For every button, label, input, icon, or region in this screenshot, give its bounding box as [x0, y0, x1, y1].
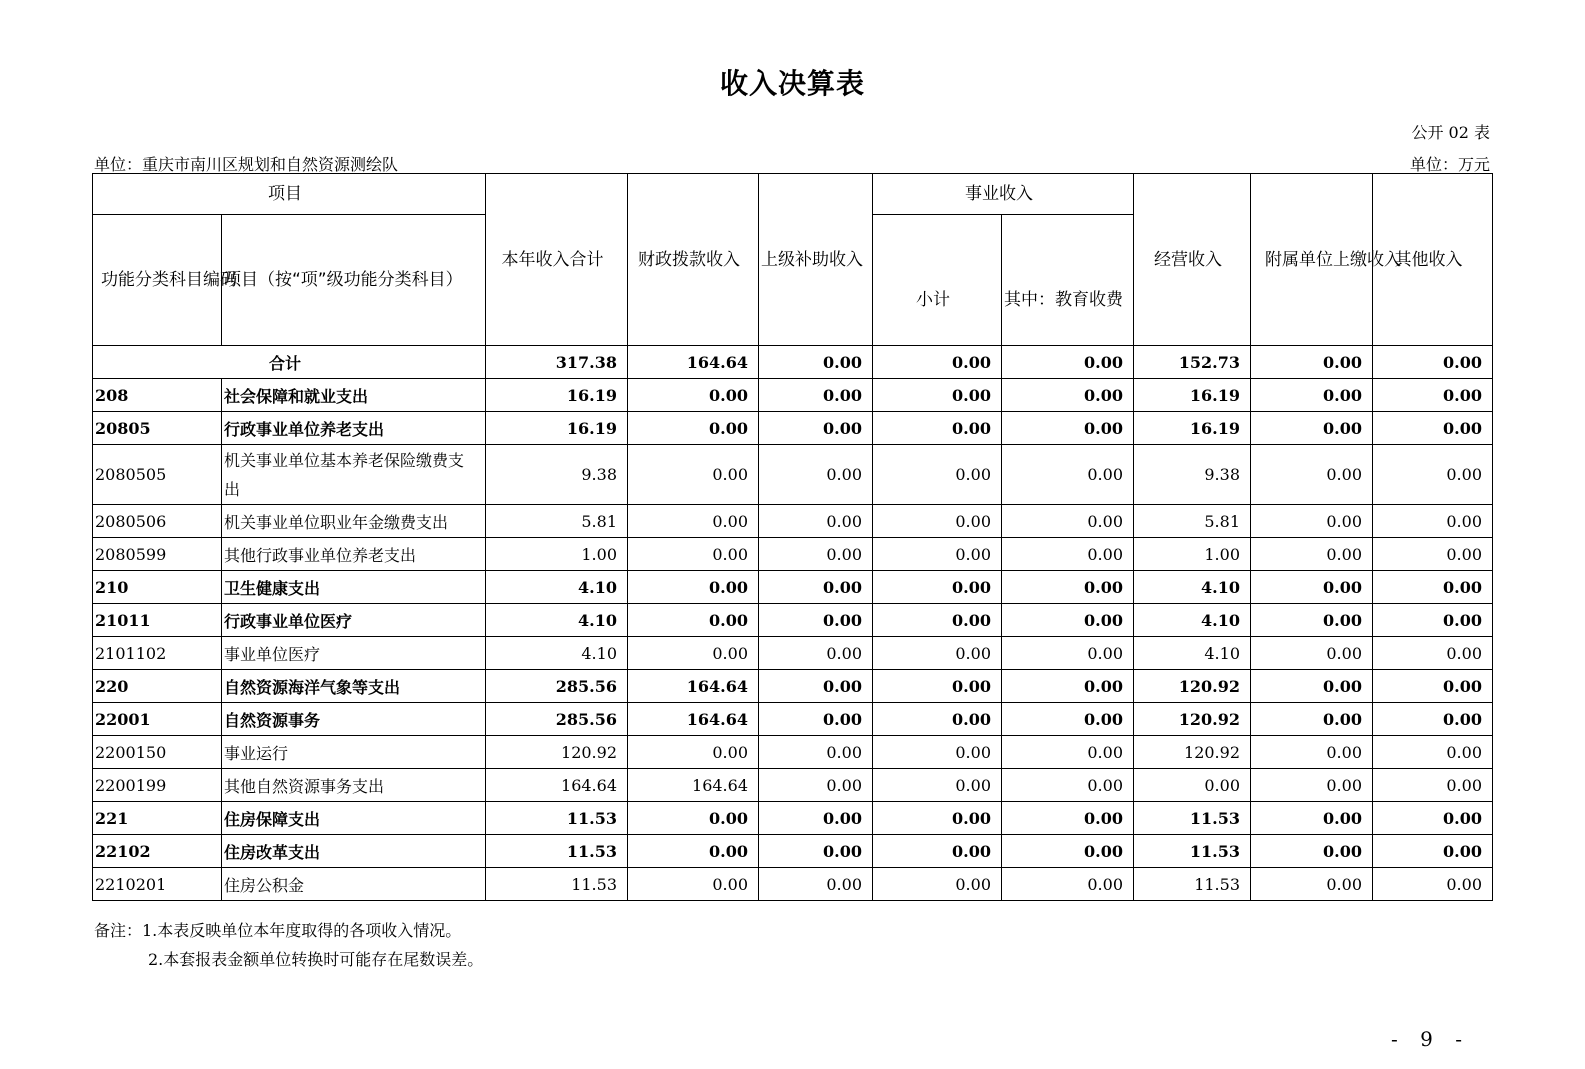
- row-name: 事业运行: [222, 736, 486, 769]
- notes: [94, 916, 483, 974]
- row-value: 0.00: [759, 802, 873, 835]
- row-value: 0.00: [628, 736, 759, 769]
- note-line-2: 2.本套报表金额单位转换时可能存在尾数误差。: [148, 950, 484, 969]
- row-value: 0.00: [1251, 379, 1373, 412]
- row-value: 5.81: [486, 505, 628, 538]
- row-value: 0.00: [628, 538, 759, 571]
- row-value: 0.00: [759, 835, 873, 868]
- total-label: 合计: [93, 346, 486, 379]
- row-value: 0.00: [759, 379, 873, 412]
- row-value: 0.00: [628, 505, 759, 538]
- table-row: [93, 379, 1493, 412]
- row-value: 4.10: [1134, 571, 1251, 604]
- total-value: 317.38: [486, 346, 628, 379]
- row-name: 事业单位医疗: [222, 637, 486, 670]
- row-value: 0.00: [1002, 538, 1134, 571]
- row-value: 16.19: [1134, 379, 1251, 412]
- row-value: 0.00: [759, 412, 873, 445]
- row-value: 0.00: [759, 538, 873, 571]
- row-name: 行政事业单位医疗: [222, 604, 486, 637]
- row-value: 0.00: [873, 571, 1002, 604]
- row-value: 0.00: [628, 868, 759, 901]
- row-value: 0.00: [873, 868, 1002, 901]
- row-value: 0.00: [1002, 868, 1134, 901]
- form-number: 公开 02 表: [1411, 123, 1490, 142]
- row-value: 0.00: [1251, 412, 1373, 445]
- header-affiliated: 附属单位上缴收入: [1251, 174, 1373, 346]
- row-value: 4.10: [486, 604, 628, 637]
- reporting-unit: 单位：重庆市南川区规划和自然资源测绘队: [94, 155, 399, 174]
- header-operating: 经营收入: [1134, 174, 1251, 346]
- row-value: 5.81: [1134, 505, 1251, 538]
- row-value: 0.00: [1373, 802, 1493, 835]
- row-value: 0.00: [759, 670, 873, 703]
- row-value: 0.00: [759, 868, 873, 901]
- row-name: 自然资源海洋气象等支出: [222, 670, 486, 703]
- page-title: 收入决算表: [719, 67, 865, 100]
- row-value: 16.19: [1134, 412, 1251, 445]
- table-row: [93, 835, 1493, 868]
- currency-unit: 单位：万元: [1409, 155, 1490, 174]
- row-value: 164.64: [486, 769, 628, 802]
- row-value: 11.53: [1134, 802, 1251, 835]
- row-value: 1.00: [1134, 538, 1251, 571]
- table-row: [93, 538, 1493, 571]
- row-value: 164.64: [628, 703, 759, 736]
- total-row: [93, 346, 1493, 379]
- table-row: [93, 868, 1493, 901]
- row-value: 0.00: [1373, 412, 1493, 445]
- table-row: [93, 802, 1493, 835]
- row-code: 2080506: [93, 505, 222, 538]
- row-value: 0.00: [873, 445, 1002, 505]
- table-row: [93, 670, 1493, 703]
- row-name: 自然资源事务: [222, 703, 486, 736]
- row-value: 0.00: [873, 412, 1002, 445]
- row-value: 0.00: [873, 802, 1002, 835]
- row-value: 0.00: [1251, 802, 1373, 835]
- row-value: 1.00: [486, 538, 628, 571]
- row-value: 0.00: [1251, 637, 1373, 670]
- row-name: 机关事业单位基本养老保险缴费支出: [222, 445, 486, 505]
- row-value: 0.00: [1002, 736, 1134, 769]
- row-value: 0.00: [873, 769, 1002, 802]
- row-value: 4.10: [486, 637, 628, 670]
- row-name: 住房改革支出: [222, 835, 486, 868]
- header-row-1: [93, 174, 1493, 215]
- row-code: 22102: [93, 835, 222, 868]
- row-name: 其他行政事业单位养老支出: [222, 538, 486, 571]
- row-value: 4.10: [1134, 637, 1251, 670]
- row-value: 16.19: [486, 379, 628, 412]
- row-value: 0.00: [759, 703, 873, 736]
- total-value: 0.00: [1251, 346, 1373, 379]
- page-number: - 9 -: [1391, 1027, 1470, 1051]
- row-value: 0.00: [628, 637, 759, 670]
- row-code: 221: [93, 802, 222, 835]
- row-value: 0.00: [1002, 637, 1134, 670]
- row-value: 0.00: [1373, 379, 1493, 412]
- row-value: 0.00: [1251, 604, 1373, 637]
- row-value: 0.00: [1251, 703, 1373, 736]
- row-value: 0.00: [628, 802, 759, 835]
- row-value: 0.00: [1002, 802, 1134, 835]
- row-code: 2080599: [93, 538, 222, 571]
- row-name: 住房公积金: [222, 868, 486, 901]
- row-value: 0.00: [873, 637, 1002, 670]
- row-value: 0.00: [873, 379, 1002, 412]
- row-value: 120.92: [486, 736, 628, 769]
- row-code: 2080505: [93, 445, 222, 505]
- row-code: 2200199: [93, 769, 222, 802]
- row-value: 0.00: [1002, 412, 1134, 445]
- row-value: 0.00: [1002, 445, 1134, 505]
- row-name: 其他自然资源事务支出: [222, 769, 486, 802]
- row-value: 9.38: [486, 445, 628, 505]
- row-value: 11.53: [486, 835, 628, 868]
- row-value: 0.00: [1373, 505, 1493, 538]
- row-value: 0.00: [1373, 703, 1493, 736]
- row-value: 0.00: [1251, 835, 1373, 868]
- row-name: 行政事业单位养老支出: [222, 412, 486, 445]
- row-value: 0.00: [1251, 571, 1373, 604]
- row-value: 0.00: [1373, 868, 1493, 901]
- row-value: 4.10: [1134, 604, 1251, 637]
- row-value: 0.00: [759, 637, 873, 670]
- table-row: [93, 412, 1493, 445]
- row-value: 164.64: [628, 769, 759, 802]
- row-value: 120.92: [1134, 703, 1251, 736]
- header-total-income: 本年收入合计: [486, 174, 628, 346]
- header-project: 项目: [93, 174, 486, 215]
- row-value: 0.00: [1134, 769, 1251, 802]
- row-value: 0.00: [628, 445, 759, 505]
- row-code: 208: [93, 379, 222, 412]
- table-row: [93, 505, 1493, 538]
- row-value: 0.00: [759, 571, 873, 604]
- row-name: 住房保障支出: [222, 802, 486, 835]
- row-value: 0.00: [873, 604, 1002, 637]
- row-value: 0.00: [628, 835, 759, 868]
- row-value: 0.00: [1373, 736, 1493, 769]
- total-value: 164.64: [628, 346, 759, 379]
- row-value: 0.00: [1251, 538, 1373, 571]
- row-name: 机关事业单位职业年金缴费支出: [222, 505, 486, 538]
- row-value: 0.00: [873, 736, 1002, 769]
- row-value: 0.00: [1373, 769, 1493, 802]
- row-code: 210: [93, 571, 222, 604]
- row-value: 285.56: [486, 703, 628, 736]
- row-value: 0.00: [1373, 538, 1493, 571]
- row-code: 220: [93, 670, 222, 703]
- row-value: 0.00: [759, 736, 873, 769]
- row-value: 11.53: [486, 868, 628, 901]
- row-value: 0.00: [1251, 445, 1373, 505]
- row-name: 社会保障和就业支出: [222, 379, 486, 412]
- row-value: 285.56: [486, 670, 628, 703]
- row-value: 16.19: [486, 412, 628, 445]
- table-row: [93, 571, 1493, 604]
- row-value: 0.00: [1373, 445, 1493, 505]
- total-value: 0.00: [1002, 346, 1134, 379]
- row-value: 0.00: [873, 670, 1002, 703]
- row-value: 0.00: [628, 571, 759, 604]
- row-value: 0.00: [628, 604, 759, 637]
- header-func-name: 项目（按“项”级功能分类科目）: [222, 215, 486, 346]
- table-row: [93, 703, 1493, 736]
- row-name: 卫生健康支出: [222, 571, 486, 604]
- row-value: 120.92: [1134, 670, 1251, 703]
- row-value: 0.00: [759, 604, 873, 637]
- total-value: 0.00: [1373, 346, 1493, 379]
- row-value: 0.00: [1373, 670, 1493, 703]
- row-value: 11.53: [1134, 835, 1251, 868]
- row-value: 0.00: [1002, 571, 1134, 604]
- row-value: 4.10: [486, 571, 628, 604]
- row-value: 0.00: [1251, 736, 1373, 769]
- row-value: 0.00: [1002, 379, 1134, 412]
- total-value: 0.00: [759, 346, 873, 379]
- row-value: 0.00: [1002, 703, 1134, 736]
- row-code: 2200150: [93, 736, 222, 769]
- row-value: 0.00: [1373, 604, 1493, 637]
- total-value: 152.73: [1134, 346, 1251, 379]
- row-value: 0.00: [759, 769, 873, 802]
- header-subtotal: 小计: [873, 215, 1002, 346]
- row-value: 0.00: [1251, 670, 1373, 703]
- row-value: 0.00: [1373, 835, 1493, 868]
- table-row: [93, 769, 1493, 802]
- row-value: 0.00: [873, 538, 1002, 571]
- header-fiscal: 财政拨款收入: [628, 174, 759, 346]
- row-value: 0.00: [1002, 604, 1134, 637]
- row-value: 0.00: [1373, 637, 1493, 670]
- row-value: 0.00: [759, 445, 873, 505]
- row-value: 120.92: [1134, 736, 1251, 769]
- row-value: 0.00: [1002, 505, 1134, 538]
- row-value: 0.00: [873, 703, 1002, 736]
- header-education-fee: 其中：教育收费: [1002, 215, 1134, 346]
- row-value: 0.00: [628, 412, 759, 445]
- table-row: [93, 445, 1493, 505]
- total-value: 0.00: [873, 346, 1002, 379]
- row-value: 0.00: [1251, 868, 1373, 901]
- table-row: [93, 637, 1493, 670]
- table-row: [93, 736, 1493, 769]
- row-code: 2101102: [93, 637, 222, 670]
- header-other: 其他收入: [1373, 174, 1493, 346]
- table-row: [93, 604, 1493, 637]
- row-value: 0.00: [1002, 670, 1134, 703]
- row-value: 9.38: [1134, 445, 1251, 505]
- note-line-1: 备注：1.本表反映单位本年度取得的各项收入情况。: [94, 921, 462, 940]
- row-code: 20805: [93, 412, 222, 445]
- header-superior-subsidy: 上级补助收入: [759, 174, 873, 346]
- row-code: 22001: [93, 703, 222, 736]
- header-business-income: 事业收入: [873, 174, 1134, 215]
- row-value: 0.00: [1251, 505, 1373, 538]
- row-value: 0.00: [1251, 769, 1373, 802]
- row-value: 0.00: [759, 505, 873, 538]
- row-value: 11.53: [486, 802, 628, 835]
- row-code: 21011: [93, 604, 222, 637]
- row-value: 0.00: [1373, 571, 1493, 604]
- income-table: [92, 173, 1493, 901]
- header-func-code: 功能分类科目编码: [93, 215, 222, 346]
- row-value: 0.00: [873, 835, 1002, 868]
- row-value: 0.00: [628, 379, 759, 412]
- row-value: 0.00: [1002, 835, 1134, 868]
- row-value: 11.53: [1134, 868, 1251, 901]
- row-value: 164.64: [628, 670, 759, 703]
- row-code: 2210201: [93, 868, 222, 901]
- row-value: 0.00: [1002, 769, 1134, 802]
- row-value: 0.00: [873, 505, 1002, 538]
